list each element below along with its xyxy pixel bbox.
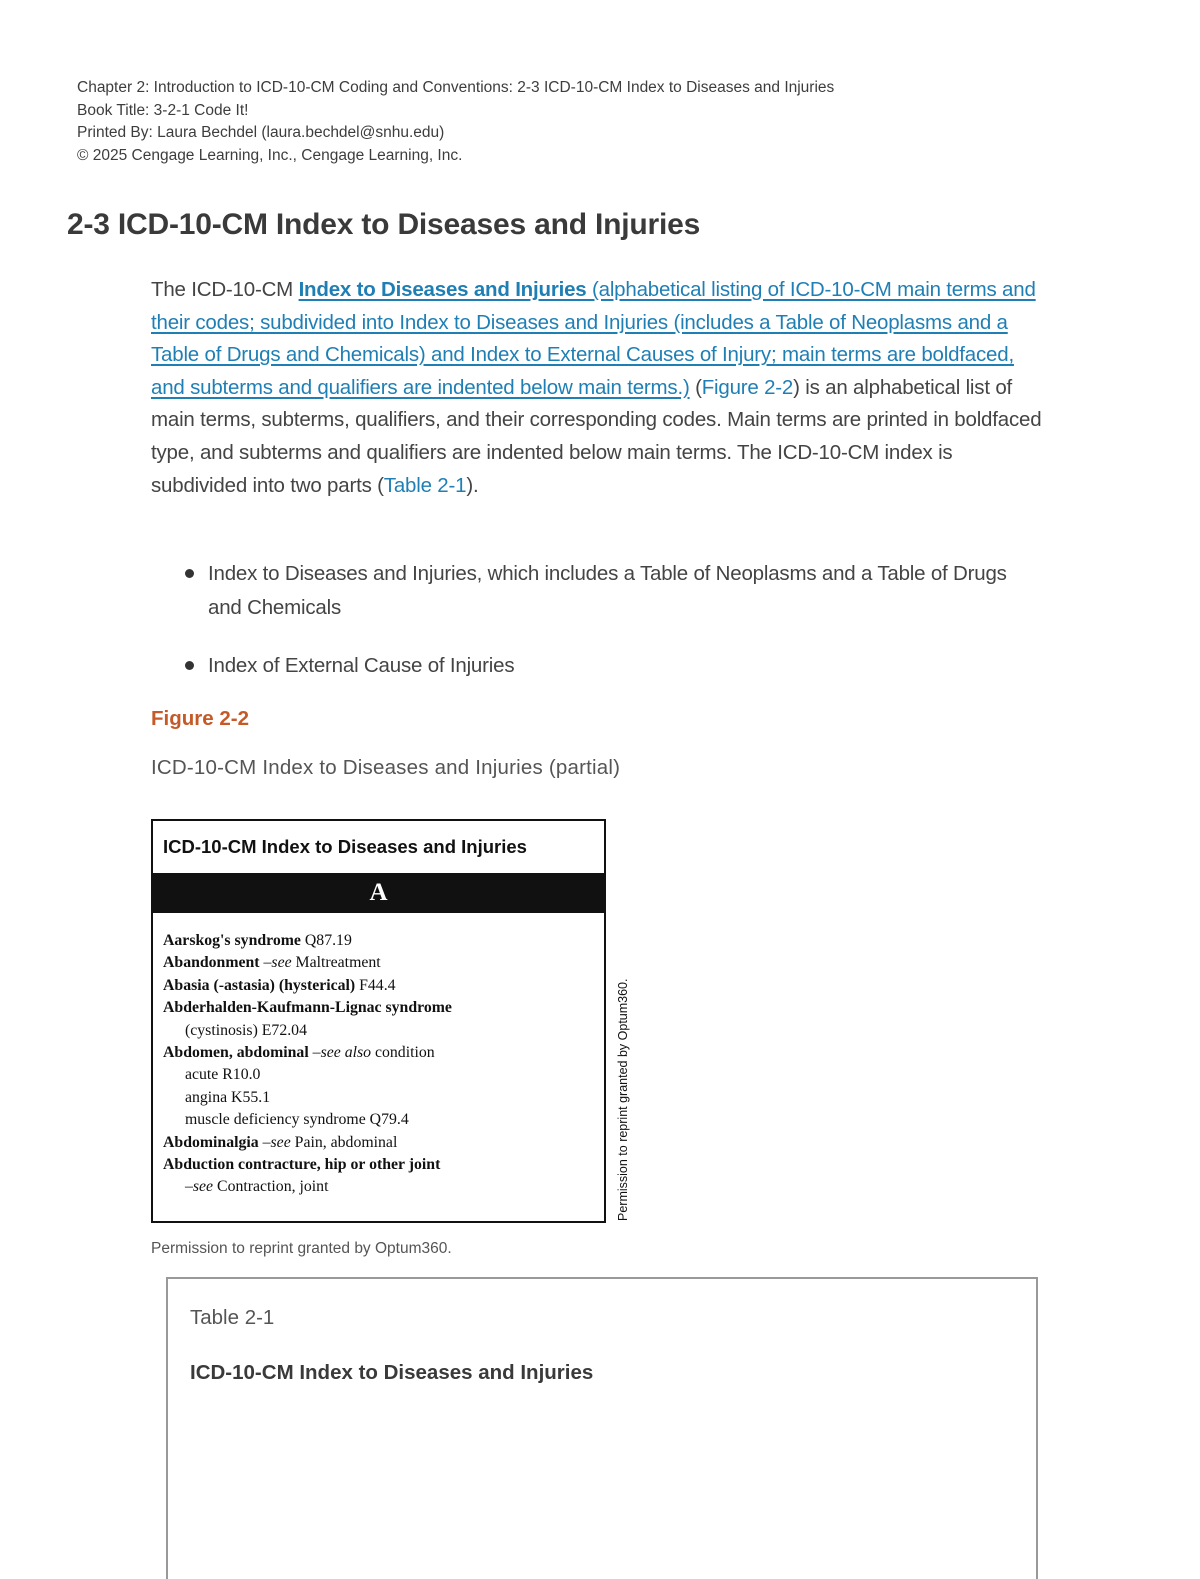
glossary-definition-link[interactable]: (alphabetical listing of ICD-10-CM main terms and their codes; subdivided into Index to Diseases and Injuries (includes a Table of Neoplasms and a Table of Drugs and Chemicals) and Index to External Causes of Injury; main terms are boldfaced, and subterms and qualifiers are indented below main terms.) [151,278,1036,399]
copyright-line: © 2025 Cengage Learning, Inc., Cengage Learning, Inc. [77,146,463,164]
figure-entries [153,913,604,1199]
figure-side-credit: Permission to reprint granted by Optum360. [616,978,630,1221]
figure-2-2-link[interactable]: Figure 2-2 [701,375,794,399]
list-item [180,649,1040,683]
glossary-term-link[interactable]: Index to Diseases and Injuries [298,278,587,301]
table-2-1-link[interactable]: Table 2-1 [383,473,467,497]
index-entry: Abderhalden-Kaufmann-Lignac syndrome [163,999,452,1017]
index-subentry: –see Contraction, joint [185,1178,329,1196]
chapter-line: Chapter 2: Introduction to ICD-10-CM Coding and Conventions: 2-3 ICD-10-CM Index to Diseases and Injuries [77,79,835,96]
list-item-text: Index of External Cause of Injuries [208,654,515,677]
bullet-icon [185,661,194,670]
index-subentry: (cystinosis) E72.04 [185,1021,307,1039]
figure-label: Figure 2-2 [151,707,249,730]
figure-image [151,819,606,1223]
section-title: 2-3 ICD-10-CM Index to Diseases and Injuries [67,208,701,241]
index-subentry: acute R10.0 [185,1066,261,1084]
intro-text: The ICD-10-CM [151,278,299,301]
index-entry: Abdominalgia –see Pain, abdominal [163,1133,398,1151]
table-title: ICD-10-CM Index to Diseases and Injuries [190,1361,594,1384]
permission-note: Permission to reprint granted by Optum360. [151,1240,452,1257]
paragraph-middle-text: ) is an alphabetical list of main terms, subterms, qualifiers, and their corresponding codes. Main terms are printed in boldfaced type, and subterms and qualifiers are indented below main terms. The ICD-10-CM index is subdivided into two parts ( [151,375,1042,497]
bullet-icon [185,569,194,578]
printed-by-line: Printed By: Laura Bechdel (laura.bechdel@snhu.edu) [77,124,445,141]
index-entry: Abandonment –see Maltreatment [163,954,381,972]
index-subentry: muscle deficiency syndrome Q79.4 [185,1111,409,1129]
paragraph-end-text: ). [466,473,479,497]
index-entry: Abdomen, abdominal –see also condition [163,1044,435,1062]
index-entry: Abasia (-astasia) (hysterical) F44.4 [163,976,396,994]
intro-paragraph [151,274,1051,502]
index-parts-list [180,557,1040,683]
table-number: Table 2-1 [190,1306,275,1329]
print-metadata [77,77,834,167]
figure-letter-band: A [153,873,604,913]
open-paren: ( [689,375,702,399]
book-title-line: Book Title: 3-2-1 Code It! [77,101,249,119]
list-item-text: Index to Diseases and Injuries, which includes a Table of Neoplasms and a Table of Drugs and Chemicals [208,562,1007,619]
index-entry: Abduction contracture, hip or other joint [163,1156,441,1174]
table-2-1 [166,1277,1038,1579]
index-subentry: angina K55.1 [185,1088,271,1106]
figure-header: ICD-10-CM Index to Diseases and Injuries [163,836,527,857]
figure-caption: ICD-10-CM Index to Diseases and Injuries (partial) [151,756,621,779]
index-entry: Aarskog's syndrome Q87.19 [163,932,352,949]
list-item [180,557,1040,625]
